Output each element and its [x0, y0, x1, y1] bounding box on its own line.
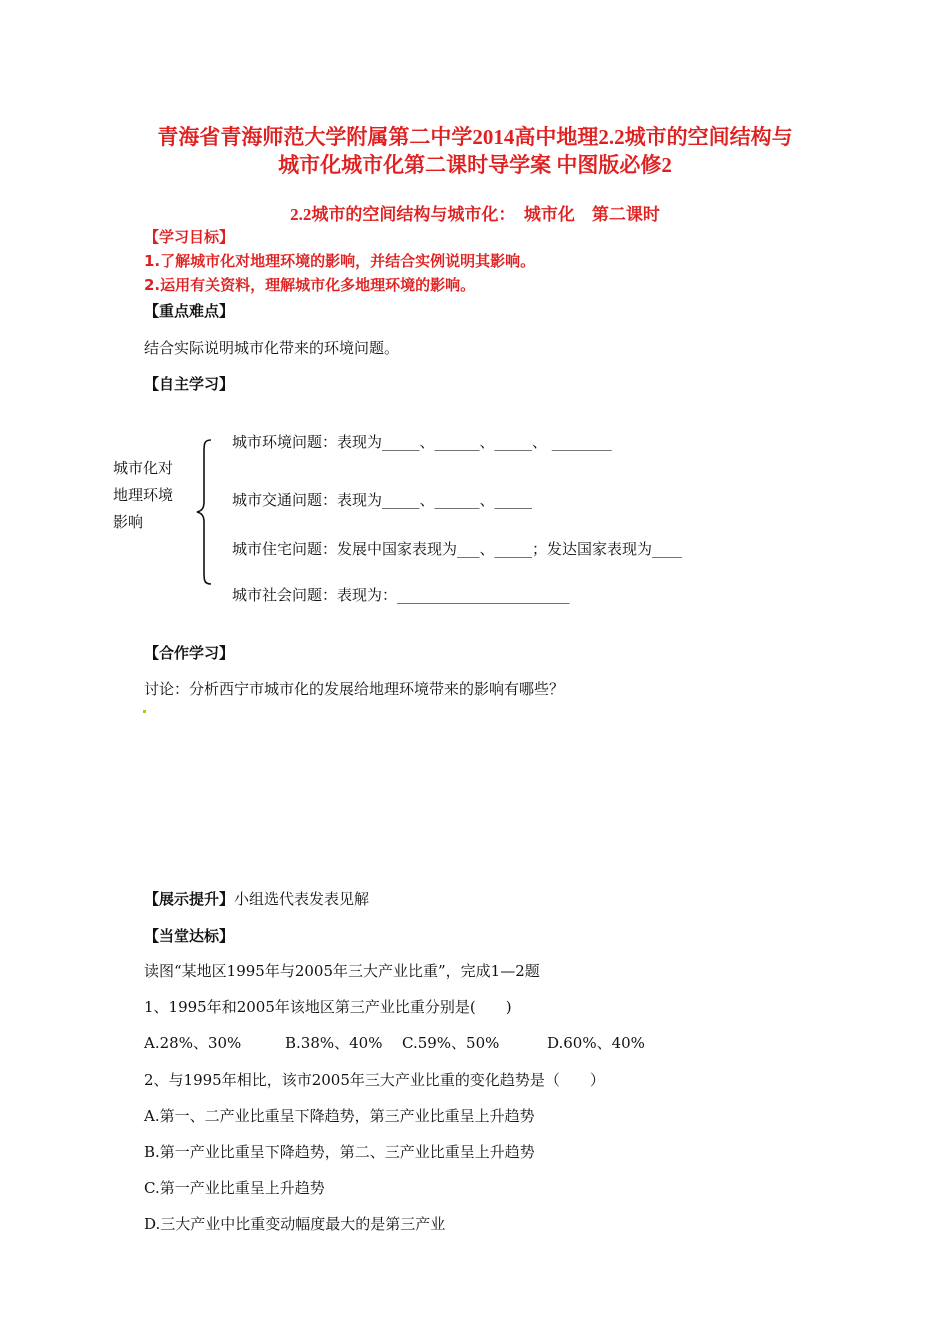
mindmap-branch-environment: 城市环境问题：表现为_____、______、_____、 ________ — [232, 433, 612, 451]
cooperative-heading: 【合作学习】 — [144, 644, 235, 662]
document-title-line1: 青海省青海师范大学附属第二中学2014高中地理2.2城市的空间结构与 — [157, 125, 793, 149]
display-heading: 【展示提升】 — [144, 890, 235, 908]
display-text: 小组选代表发表见解 — [234, 890, 370, 908]
question-1-option-d: D.60%、40% — [547, 1034, 645, 1052]
question-2-option-b: B.第一产业比重呈下降趋势，第二、三产业比重呈上升趋势 — [144, 1143, 535, 1161]
key-points-heading: 【重点难点】 — [144, 302, 235, 320]
question-2-stem: 2、与1995年相比，该市2005年三大产业比重的变化趋势是（ ） — [144, 1071, 605, 1089]
question-1-option-a: A.28%、30% — [144, 1034, 242, 1052]
mindmap-center-line-1: 城市化对 — [113, 459, 174, 477]
practice-intro: 读图“某地区1995年与2005年三大产业比重”，完成1—2题 — [144, 962, 540, 980]
stray-mark — [143, 710, 146, 713]
question-1-stem: 1、1995年和2005年该地区第三产业比重分别是( ) — [144, 998, 512, 1016]
practice-heading: 【当堂达标】 — [144, 927, 235, 945]
mindmap-branch-housing: 城市住宅问题：发展中国家表现为___、_____；发达国家表现为____ — [232, 540, 683, 558]
self-study-heading: 【自主学习】 — [144, 375, 235, 393]
display-line — [144, 888, 369, 909]
question-2-option-c: C.第一产业比重呈上升趋势 — [144, 1179, 325, 1197]
question-1-option-c: C.59%、50% — [402, 1034, 500, 1052]
mindmap-branch-traffic: 城市交通问题：表现为_____、______、_____ — [232, 491, 533, 509]
goal-item-1: 1.了解城市化对地理环境的影响，并结合实例说明其影响。 — [144, 252, 536, 270]
mindmap-center-line-3: 影响 — [113, 513, 144, 531]
question-2-option-d: D.三大产业中比重变动幅度最大的是第三产业 — [144, 1215, 446, 1233]
document-subtitle: 2.2城市的空间结构与城市化： 城市化 第二课时 — [290, 205, 660, 224]
goal-item-2: 2.运用有关资料，理解城市化多地理环境的影响。 — [144, 276, 476, 294]
question-1-option-b: B.38%、40% — [285, 1034, 383, 1052]
document-title-line2: 城市化城市化第二课时导学案 中图版必修2 — [278, 153, 672, 177]
mindmap-branch-social: 城市社会问题：表现为：_______________________ — [232, 586, 570, 604]
question-2-option-a: A.第一、二产业比重呈下降趋势，第三产业比重呈上升趋势 — [144, 1107, 535, 1125]
key-points-text: 结合实际说明城市化带来的环境问题。 — [144, 339, 400, 357]
goals-heading: 【学习目标】 — [144, 228, 235, 246]
mindmap-brace-icon — [195, 438, 215, 586]
cooperative-text: 讨论：分析西宁市城市化的发展给地理环境带来的影响有哪些？ — [144, 680, 565, 698]
mindmap-center-line-2: 地理环境 — [113, 486, 174, 504]
mindmap-center-label — [113, 455, 173, 536]
